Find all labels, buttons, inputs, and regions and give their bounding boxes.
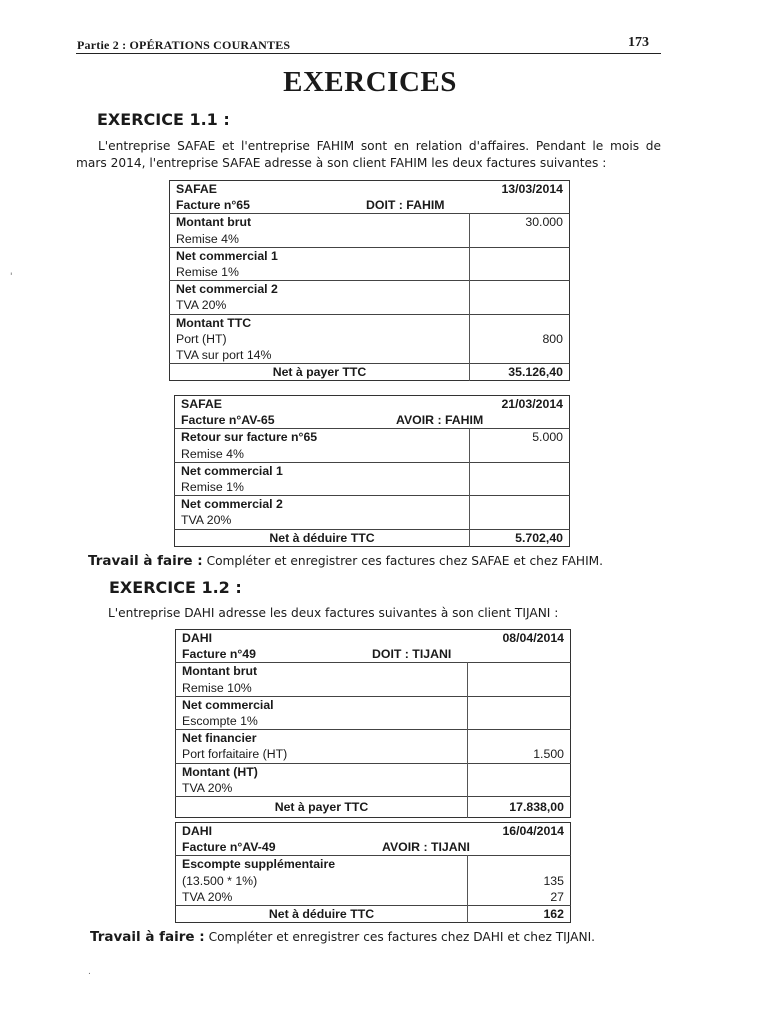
invoice-total-row	[176, 797, 571, 818]
row-sub: (13.500 * 1%)	[176, 873, 468, 889]
invoice-company: SAFAE	[176, 182, 217, 196]
page-section-header: Partie 2 : OPÉRATIONS COURANTES	[77, 38, 291, 52]
invoice-number: Facture n°AV-49	[182, 840, 276, 855]
row-sub: Remise 4%	[181, 446, 244, 461]
row-value	[468, 663, 571, 696]
invoice-row	[175, 496, 570, 529]
row-value: 30.000	[470, 214, 570, 247]
invoice-row	[176, 763, 571, 796]
row-label: Montant (HT)	[182, 764, 258, 779]
row-value: 27	[550, 889, 564, 904]
invoice-number-row	[175, 412, 570, 429]
invoice-header-row	[176, 630, 571, 647]
total-value: 17.838,00	[468, 797, 571, 818]
row-value	[470, 496, 570, 529]
invoice-doit: AVOIR : FAHIM	[396, 413, 484, 428]
invoice-safae-av-65	[174, 395, 570, 547]
invoice-total-row	[176, 906, 571, 923]
invoice-row	[170, 247, 570, 280]
row-label: Net commercial	[182, 697, 274, 712]
row-label: Net financier	[182, 731, 257, 746]
row-value: 135	[543, 873, 564, 888]
row-sub: Remise 1%	[181, 480, 244, 495]
scan-speck: '	[10, 272, 13, 282]
invoice-number: Facture n°AV-65	[181, 413, 275, 428]
row-value: 1.500	[468, 730, 571, 763]
invoice-row	[176, 889, 571, 906]
invoice-doit: AVOIR : TIJANI	[382, 840, 470, 855]
invoice-date: 08/04/2014	[502, 631, 564, 645]
invoice-row	[170, 281, 570, 314]
row-sub: TVA 20%	[181, 513, 232, 528]
total-label: Net à payer TTC	[170, 364, 470, 381]
row-label: Net commercial 1	[176, 248, 278, 263]
row-sub-2: TVA 20%	[176, 889, 468, 906]
row-value: 5.000	[470, 429, 570, 462]
intro-line-2: mars 2014, l'entreprise SAFAE adresse à son client FAHIM les deux factures suivantes :	[76, 156, 607, 170]
row-sub: Remise 1%	[176, 265, 239, 280]
invoice-dahi-av-49	[175, 822, 571, 923]
row-value	[470, 281, 570, 314]
invoice-number-row	[176, 839, 571, 856]
invoice-date: 13/03/2014	[501, 182, 563, 196]
row-label: Montant brut	[182, 664, 258, 679]
row-label: Montant TTC	[176, 315, 252, 330]
row-label: Retour sur facture n°65	[181, 430, 318, 445]
invoice-row	[170, 214, 570, 247]
invoice-row	[175, 462, 570, 495]
row-label: Escompte supplémentaire	[176, 856, 468, 873]
page-number: 173	[628, 35, 649, 50]
exercise-1-1-title: EXERCICE 1.1 :	[97, 110, 230, 129]
total-value: 5.702,40	[470, 529, 570, 546]
invoice-doit: DOIT : FAHIM	[366, 198, 445, 213]
invoice-row	[175, 429, 570, 462]
invoice-total-row	[170, 364, 570, 381]
row-sub: TVA 20%	[182, 780, 233, 795]
task-text: Compléter et enregistrer ces factures chez SAFAE et chez FAHIM.	[206, 554, 604, 568]
invoice-date: 21/03/2014	[501, 397, 563, 411]
row-value	[468, 696, 571, 729]
row-value	[470, 247, 570, 280]
row-sub: Port forfaitaire (HT)	[182, 747, 288, 762]
invoice-number-row	[176, 646, 571, 663]
row-sub: TVA 20%	[176, 298, 227, 313]
invoice-row	[176, 730, 571, 763]
exercise-1-2-intro	[108, 605, 558, 622]
row-label: Net commercial 1	[181, 463, 283, 478]
invoice-safae-65	[169, 180, 570, 381]
invoice-row	[176, 696, 571, 729]
page-title: EXERCICES	[283, 66, 457, 98]
intro-line: L'entreprise DAHI adresse les deux factures suivantes à son client TIJANI :	[108, 606, 559, 620]
invoice-header-row	[176, 823, 571, 840]
task-label: Travail à faire :	[88, 553, 203, 569]
invoice-company: DAHI	[182, 631, 213, 645]
row-sub-2: TVA sur port 14%	[176, 348, 272, 363]
total-value: 35.126,40	[470, 364, 570, 381]
task-text: Compléter et enregistrer ces factures chez DAHI et chez TIJANI.	[208, 930, 596, 944]
scan-speck: .	[88, 967, 91, 977]
row-sub: Remise 10%	[182, 680, 252, 695]
invoice-total-row	[175, 529, 570, 546]
row-label: Net commercial 2	[176, 282, 278, 297]
row-sub: Remise 4%	[176, 231, 239, 246]
row-sub: Escompte 1%	[182, 714, 258, 729]
total-label: Net à déduire TTC	[176, 906, 468, 923]
invoice-dahi-49	[175, 629, 571, 818]
invoice-row	[176, 873, 571, 889]
invoice-number: Facture n°49	[182, 647, 256, 662]
row-sub: Port (HT)	[176, 331, 227, 346]
row-label: Montant brut	[176, 215, 252, 230]
row-value	[468, 856, 571, 873]
row-value: 800	[470, 314, 570, 364]
row-value	[468, 763, 571, 796]
invoice-header-row	[175, 396, 570, 413]
row-value	[470, 462, 570, 495]
row-label: Net commercial 2	[181, 497, 283, 512]
exercise-1-2-title: EXERCICE 1.2 :	[109, 578, 242, 597]
invoice-number: Facture n°65	[176, 198, 250, 213]
invoice-date: 16/04/2014	[502, 824, 564, 838]
exercise-1-1-intro	[76, 138, 661, 172]
invoice-company: DAHI	[182, 824, 213, 838]
total-label: Net à déduire TTC	[175, 529, 470, 546]
invoice-row	[176, 856, 571, 873]
invoice-row	[176, 663, 571, 696]
invoice-number-row	[170, 197, 570, 214]
total-label: Net à payer TTC	[176, 797, 468, 818]
invoice-header-row	[170, 181, 570, 198]
task-label: Travail à faire :	[90, 929, 205, 945]
exercise-1-1-task	[88, 553, 603, 569]
exercise-1-2-task	[90, 929, 595, 945]
intro-line-1: L'entreprise SAFAE et l'entreprise FAHIM sont en relation d'affaires. Pendant le mois de	[98, 139, 661, 153]
invoice-row	[170, 314, 570, 364]
invoice-company: SAFAE	[181, 397, 222, 411]
header-rule	[76, 53, 661, 54]
invoice-doit: DOIT : TIJANI	[372, 647, 452, 662]
total-value: 162	[468, 906, 571, 923]
